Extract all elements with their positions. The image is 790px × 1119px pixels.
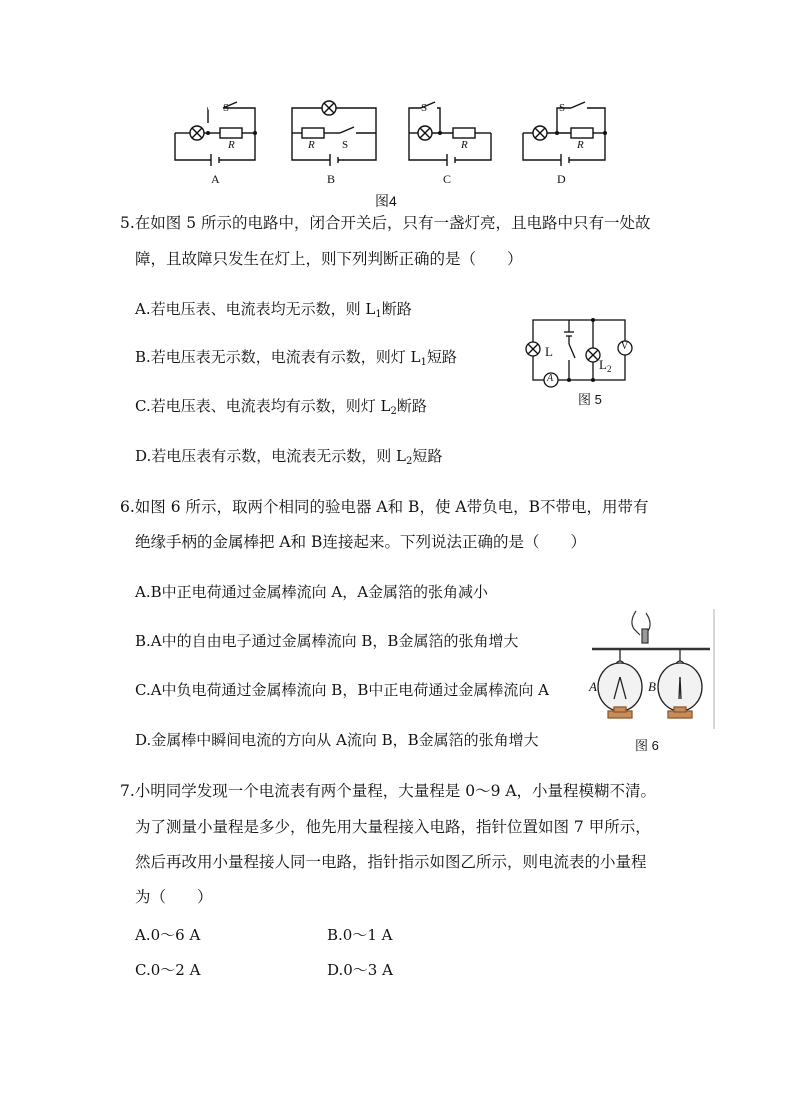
- q7-option-c: C.0～2 A: [135, 961, 201, 979]
- circuit-b-label: B: [327, 172, 336, 186]
- q7-option-d: D.0～3 A: [327, 961, 393, 979]
- figure-6-electroscopes: [592, 607, 722, 732]
- q5-option-b-tail: 短路: [426, 348, 457, 366]
- figure-5-lamp2-sub: 2: [606, 364, 612, 374]
- circuit-c-resistor-label: R: [461, 139, 468, 151]
- q5-option-d: [135, 446, 442, 472]
- q7-stem-line3: 然后再改用小量程接人同一电路，指针指示如图乙所示，则电流表的小量程: [135, 853, 647, 871]
- figure-6-label-b: B: [648, 679, 656, 694]
- q7-stem-line2: 为了测量小量程是多少，他先用大量程接入电路，指针位置如图 7 甲所示，: [135, 818, 651, 836]
- q5-option-b-sub: 1: [420, 357, 427, 368]
- figure-5-circuit: [525, 318, 635, 393]
- q6-option-b: B.A中的自由电子通过金属棒流向 B，B金属箔的张角增大: [135, 632, 519, 650]
- q5-option-b: [135, 347, 457, 373]
- circuit-c-switch-label: S: [421, 102, 428, 114]
- q5-stem-line2: 障，且故障只发生在灯上，则下列判断正确的是（ ）: [135, 250, 523, 268]
- circuit-b-resistor-label: R: [308, 139, 315, 151]
- q5-option-c: [135, 396, 427, 422]
- q6-option-c: C.A中负电荷通过金属棒流向 B，B中正电荷通过金属棒流向 A: [135, 681, 549, 699]
- circuit-b-switch-label: S: [342, 139, 349, 151]
- circuit-d-diagram: [521, 105, 621, 175]
- q5-option-d-text: D.若电压表有示数，电流表无示数，则 L: [135, 447, 406, 465]
- figure-5-caption: 图 5: [578, 392, 602, 407]
- q5-option-a-text: A.若电压表、电流表均无示数，则 L: [135, 300, 376, 318]
- circuit-a-label: A: [211, 172, 220, 186]
- q5-option-c-sub: 2: [390, 406, 397, 417]
- q5-option-d-tail: 短路: [412, 447, 443, 465]
- q5-stem-line1: 5.在如图 5 所示的电路中，闭合开关后，只有一盏灯亮，且电路中只有一处故: [120, 214, 651, 232]
- q5-option-d-sub: 2: [406, 456, 413, 467]
- q6-option-d: D.金属棒中瞬间电流的方向从 A流向 B，B金属箔的张角增大: [135, 731, 539, 749]
- circuit-d-label: D: [557, 172, 566, 186]
- figure-5-ammeter-label: A: [547, 373, 554, 384]
- figure-6-label-a: A: [589, 679, 597, 694]
- q5-option-c-tail: 断路: [396, 397, 427, 415]
- q6-stem-line2: 绝缘手柄的金属棒把 A和 B连接起来。下列说法正确的是（ ）: [135, 533, 586, 551]
- circuit-d-switch-label: S: [559, 102, 566, 114]
- q5-option-b-text: B.若电压表无示数，电流表有示数，则灯 L: [135, 348, 421, 366]
- q5-option-c-text: C.若电压表、电流表均有示数，则灯 L: [135, 397, 391, 415]
- figure-5-lamp2-letter: L: [599, 357, 607, 372]
- figure-6-caption: 图 6: [635, 738, 659, 753]
- circuit-c-diagram: [407, 105, 507, 175]
- q5-option-a-tail: 断路: [381, 300, 412, 318]
- figure-5-voltmeter-label: V: [621, 341, 629, 352]
- figure-4-caption: 图4: [375, 193, 397, 209]
- figure-5-lamp1-label: L: [545, 344, 553, 359]
- q5-option-a-sub: 1: [375, 309, 382, 320]
- figure-5-lamp2-label: [599, 357, 611, 374]
- circuit-b-diagram: [290, 105, 390, 175]
- q7-option-a: A.0～6 A: [135, 926, 201, 944]
- circuit-d-resistor-label: R: [577, 139, 584, 151]
- q5-option-a: [135, 299, 412, 325]
- circuit-c-label: C: [443, 172, 452, 186]
- circuit-a-diagram: [173, 105, 273, 175]
- q6-stem-line1: 6.如图 6 所示，取两个相同的验电器 A和 B，使 A带负电，B不带电，用带有: [120, 498, 649, 516]
- circuit-a-switch-label: S: [223, 102, 230, 114]
- q6-option-a: A.B中正电荷通过金属棒流向 A，A金属箔的张角减小: [135, 583, 489, 601]
- q7-stem-line4: 为（ ）: [135, 888, 213, 906]
- q7-stem-line1: 7.小明同学发现一个电流表有两个量程，大量程是 0～9 A，小量程模糊不清。: [120, 782, 657, 800]
- circuit-a-resistor-label: R: [228, 139, 235, 151]
- q7-option-b: B.0～1 A: [327, 926, 393, 944]
